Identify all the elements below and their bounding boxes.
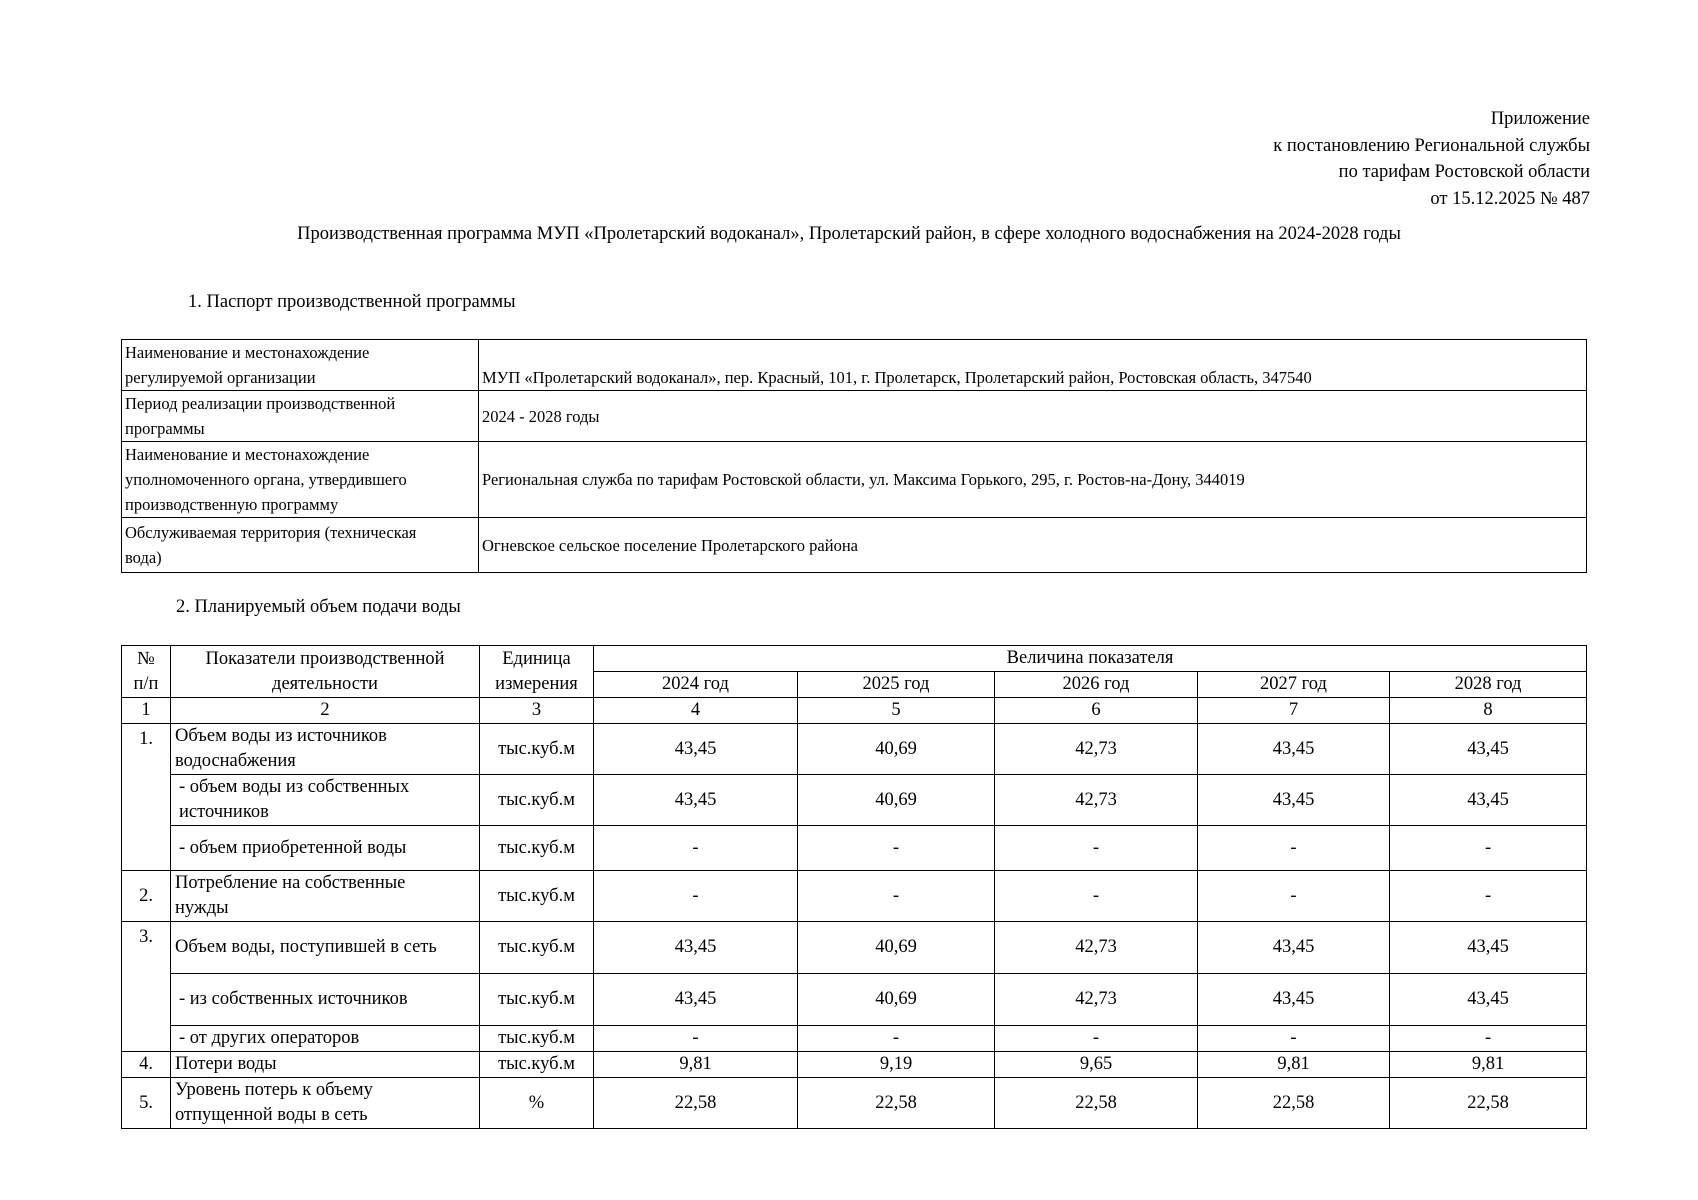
row-value: 9,81 <box>1390 1052 1587 1078</box>
table-row <box>122 775 1587 826</box>
row-value: 40,69 <box>798 974 995 1026</box>
passport-value <box>479 518 1587 573</box>
label-line: Наименование и местонахождение <box>125 343 370 362</box>
appendix-line: к постановлению Региональной службы <box>1273 135 1590 156</box>
row-value: 42,73 <box>995 922 1198 974</box>
row-value: 9,81 <box>1198 1052 1390 1078</box>
row-value: 22,58 <box>594 1078 798 1129</box>
document-title: Производственная программа МУП «Пролетарский водоканал», Пролетарский район, в сфере холодного водоснабжения на 2024-2028 годы <box>297 224 1401 244</box>
indicator-line: источников <box>179 802 269 822</box>
row-value: - <box>995 871 1198 922</box>
label-line: регулируемой организации <box>125 368 316 387</box>
indicator-line: Объем воды, поступившей в сеть <box>175 937 437 957</box>
row-value: - <box>1198 871 1390 922</box>
table-row <box>122 826 1587 871</box>
row-value: 43,45 <box>594 724 798 775</box>
row-indicator <box>171 1078 480 1129</box>
row-value: - <box>798 826 995 871</box>
row-unit: тыс.куб.м <box>480 724 594 775</box>
row-value: 22,58 <box>798 1078 995 1129</box>
column-number: 2 <box>171 698 480 724</box>
column-numbers-row <box>122 698 1587 724</box>
header-year: 2026 год <box>995 672 1198 698</box>
header-line: измерения <box>495 673 578 694</box>
row-value: - <box>798 871 995 922</box>
row-unit: тыс.куб.м <box>480 871 594 922</box>
row-value: - <box>594 1026 798 1052</box>
row-value: - <box>1198 1026 1390 1052</box>
row-unit: % <box>480 1078 594 1129</box>
table-row <box>122 974 1587 1026</box>
passport-label <box>122 340 479 391</box>
appendix-line: по тарифам Ростовской области <box>1338 162 1590 182</box>
header-year: 2025 год <box>798 672 995 698</box>
indicator-line: - объем воды из собственных <box>179 777 410 797</box>
row-indicator <box>171 1052 480 1078</box>
table-row <box>122 724 1587 775</box>
row-value: - <box>594 871 798 922</box>
indicator-line: - объем приобретенной воды <box>179 837 407 858</box>
header-row <box>122 646 1587 672</box>
row-number: 4. <box>122 1052 171 1078</box>
row-unit: тыс.куб.м <box>480 1052 594 1078</box>
value-text: 2024 - 2028 годы <box>482 406 600 426</box>
appendix-line: от 15.12.2025 № 487 <box>1430 188 1590 209</box>
row-value: 42,73 <box>995 724 1198 775</box>
row-value: 40,69 <box>798 775 995 826</box>
indicator-line: Потребление на собственные <box>175 873 406 893</box>
indicator-line: нужды <box>175 898 229 918</box>
row-number: 3. <box>122 922 171 1052</box>
section2-heading: 2. Планируемый объем подачи воды <box>176 597 461 617</box>
row-value: 42,73 <box>995 974 1198 1026</box>
label-line: производственную программу <box>125 495 339 514</box>
row-value: 43,45 <box>1198 974 1390 1026</box>
label-line: вода) <box>125 548 162 567</box>
row-value: 43,45 <box>1198 724 1390 775</box>
table-row <box>122 922 1587 974</box>
column-number: 5 <box>798 698 995 724</box>
row-value: - <box>1390 1026 1587 1052</box>
row-unit: тыс.куб.м <box>480 826 594 871</box>
row-indicator <box>171 974 480 1026</box>
label-line: программы <box>125 419 205 438</box>
volume-table <box>121 645 1587 1129</box>
row-indicator <box>171 871 480 922</box>
row-value: - <box>1198 826 1390 871</box>
column-number: 1 <box>122 698 171 724</box>
column-number: 7 <box>1198 698 1390 724</box>
appendix-line: Приложение <box>1490 109 1590 129</box>
passport-row <box>122 442 1587 518</box>
header-unit <box>480 646 594 698</box>
row-value: - <box>594 826 798 871</box>
table-row <box>122 871 1587 922</box>
indicator-line: Потери воды <box>175 1054 277 1074</box>
row-value: 43,45 <box>594 922 798 974</box>
header-line: Единица <box>502 648 571 669</box>
value-text: Региональная служба по тарифам Ростовской области, ул. Максима Горького, 295, г. Ростов-на-Дону, 344019 <box>482 470 1245 489</box>
label-line: Период реализации производственной <box>125 394 396 413</box>
row-unit: тыс.куб.м <box>480 1026 594 1052</box>
row-value: - <box>995 1026 1198 1052</box>
value-text: МУП «Пролетарский водоканал», пер. Красный, 101, г. Пролетарск, Пролетарский район, Ростовская область, 347540 <box>482 368 1312 387</box>
row-value: 9,65 <box>995 1052 1198 1078</box>
row-value: 43,45 <box>1390 775 1587 826</box>
passport-label <box>122 391 479 442</box>
header-year: 2024 год <box>594 672 798 698</box>
row-value: 43,45 <box>1390 724 1587 775</box>
label-line: уполномоченного органа, утвердившего <box>125 470 407 489</box>
indicator-line: - из собственных источников <box>179 989 408 1009</box>
row-number: 1. <box>122 724 171 871</box>
row-value: 22,58 <box>1198 1078 1390 1129</box>
header-year: 2028 год <box>1390 672 1587 698</box>
row-value: - <box>995 826 1198 871</box>
passport-row <box>122 391 1587 442</box>
header-line: деятельности <box>272 673 378 694</box>
passport-table <box>121 339 1587 573</box>
row-number: 2. <box>122 871 171 922</box>
header-indicator <box>171 646 480 698</box>
appendix-block <box>1273 106 1590 212</box>
label-line: Наименование и местонахождение <box>125 445 370 464</box>
header-line: Показатели производственной <box>205 648 445 669</box>
row-value: 43,45 <box>594 775 798 826</box>
header-year: 2027 год <box>1198 672 1390 698</box>
indicator-line: отпущенной воды в сеть <box>175 1105 368 1125</box>
row-value: - <box>1390 826 1587 871</box>
column-number: 4 <box>594 698 798 724</box>
passport-row <box>122 518 1587 573</box>
column-number: 3 <box>480 698 594 724</box>
row-value: 43,45 <box>594 974 798 1026</box>
passport-value <box>479 340 1587 391</box>
row-indicator <box>171 922 480 974</box>
row-value: 22,58 <box>995 1078 1198 1129</box>
column-number: 8 <box>1390 698 1587 724</box>
row-value: 9,19 <box>798 1052 995 1078</box>
table-row <box>122 1052 1587 1078</box>
section1-heading: 1. Паспорт производственной программы <box>188 292 516 312</box>
row-unit: тыс.куб.м <box>480 775 594 826</box>
row-value: - <box>1390 871 1587 922</box>
header-line: № <box>137 648 155 669</box>
row-value: 42,73 <box>995 775 1198 826</box>
row-value: 40,69 <box>798 922 995 974</box>
value-text: Огневское сельское поселение Пролетарского района <box>482 535 858 555</box>
label-line: Обслуживаемая территория (техническая <box>125 523 417 542</box>
row-indicator <box>171 724 480 775</box>
row-unit: тыс.куб.м <box>480 974 594 1026</box>
indicator-line: Уровень потерь к объему <box>175 1080 373 1100</box>
row-unit: тыс.куб.м <box>480 922 594 974</box>
row-indicator <box>171 775 480 826</box>
row-value: 40,69 <box>798 724 995 775</box>
table-row <box>122 1026 1587 1052</box>
table-row <box>122 1078 1587 1129</box>
row-number: 5. <box>122 1078 171 1129</box>
row-value: 43,45 <box>1390 974 1587 1026</box>
passport-value <box>479 391 1587 442</box>
header-line: п/п <box>133 673 159 694</box>
row-value: 22,58 <box>1390 1078 1587 1129</box>
passport-value <box>479 442 1587 518</box>
header-num <box>122 646 171 698</box>
indicator-line: - от других операторов <box>179 1028 360 1048</box>
header-value-group: Величина показателя <box>594 646 1587 672</box>
row-value: 43,45 <box>1390 922 1587 974</box>
row-value: 43,45 <box>1198 775 1390 826</box>
passport-label <box>122 518 479 573</box>
column-number: 6 <box>995 698 1198 724</box>
passport-label <box>122 442 479 518</box>
row-value: - <box>798 1026 995 1052</box>
row-value: 9,81 <box>594 1052 798 1078</box>
passport-row <box>122 340 1587 391</box>
indicator-line: Объем воды из источников <box>175 726 387 746</box>
row-value: 43,45 <box>1198 922 1390 974</box>
row-indicator <box>171 826 480 871</box>
row-indicator <box>171 1026 480 1052</box>
indicator-line: водоснабжения <box>175 751 296 771</box>
